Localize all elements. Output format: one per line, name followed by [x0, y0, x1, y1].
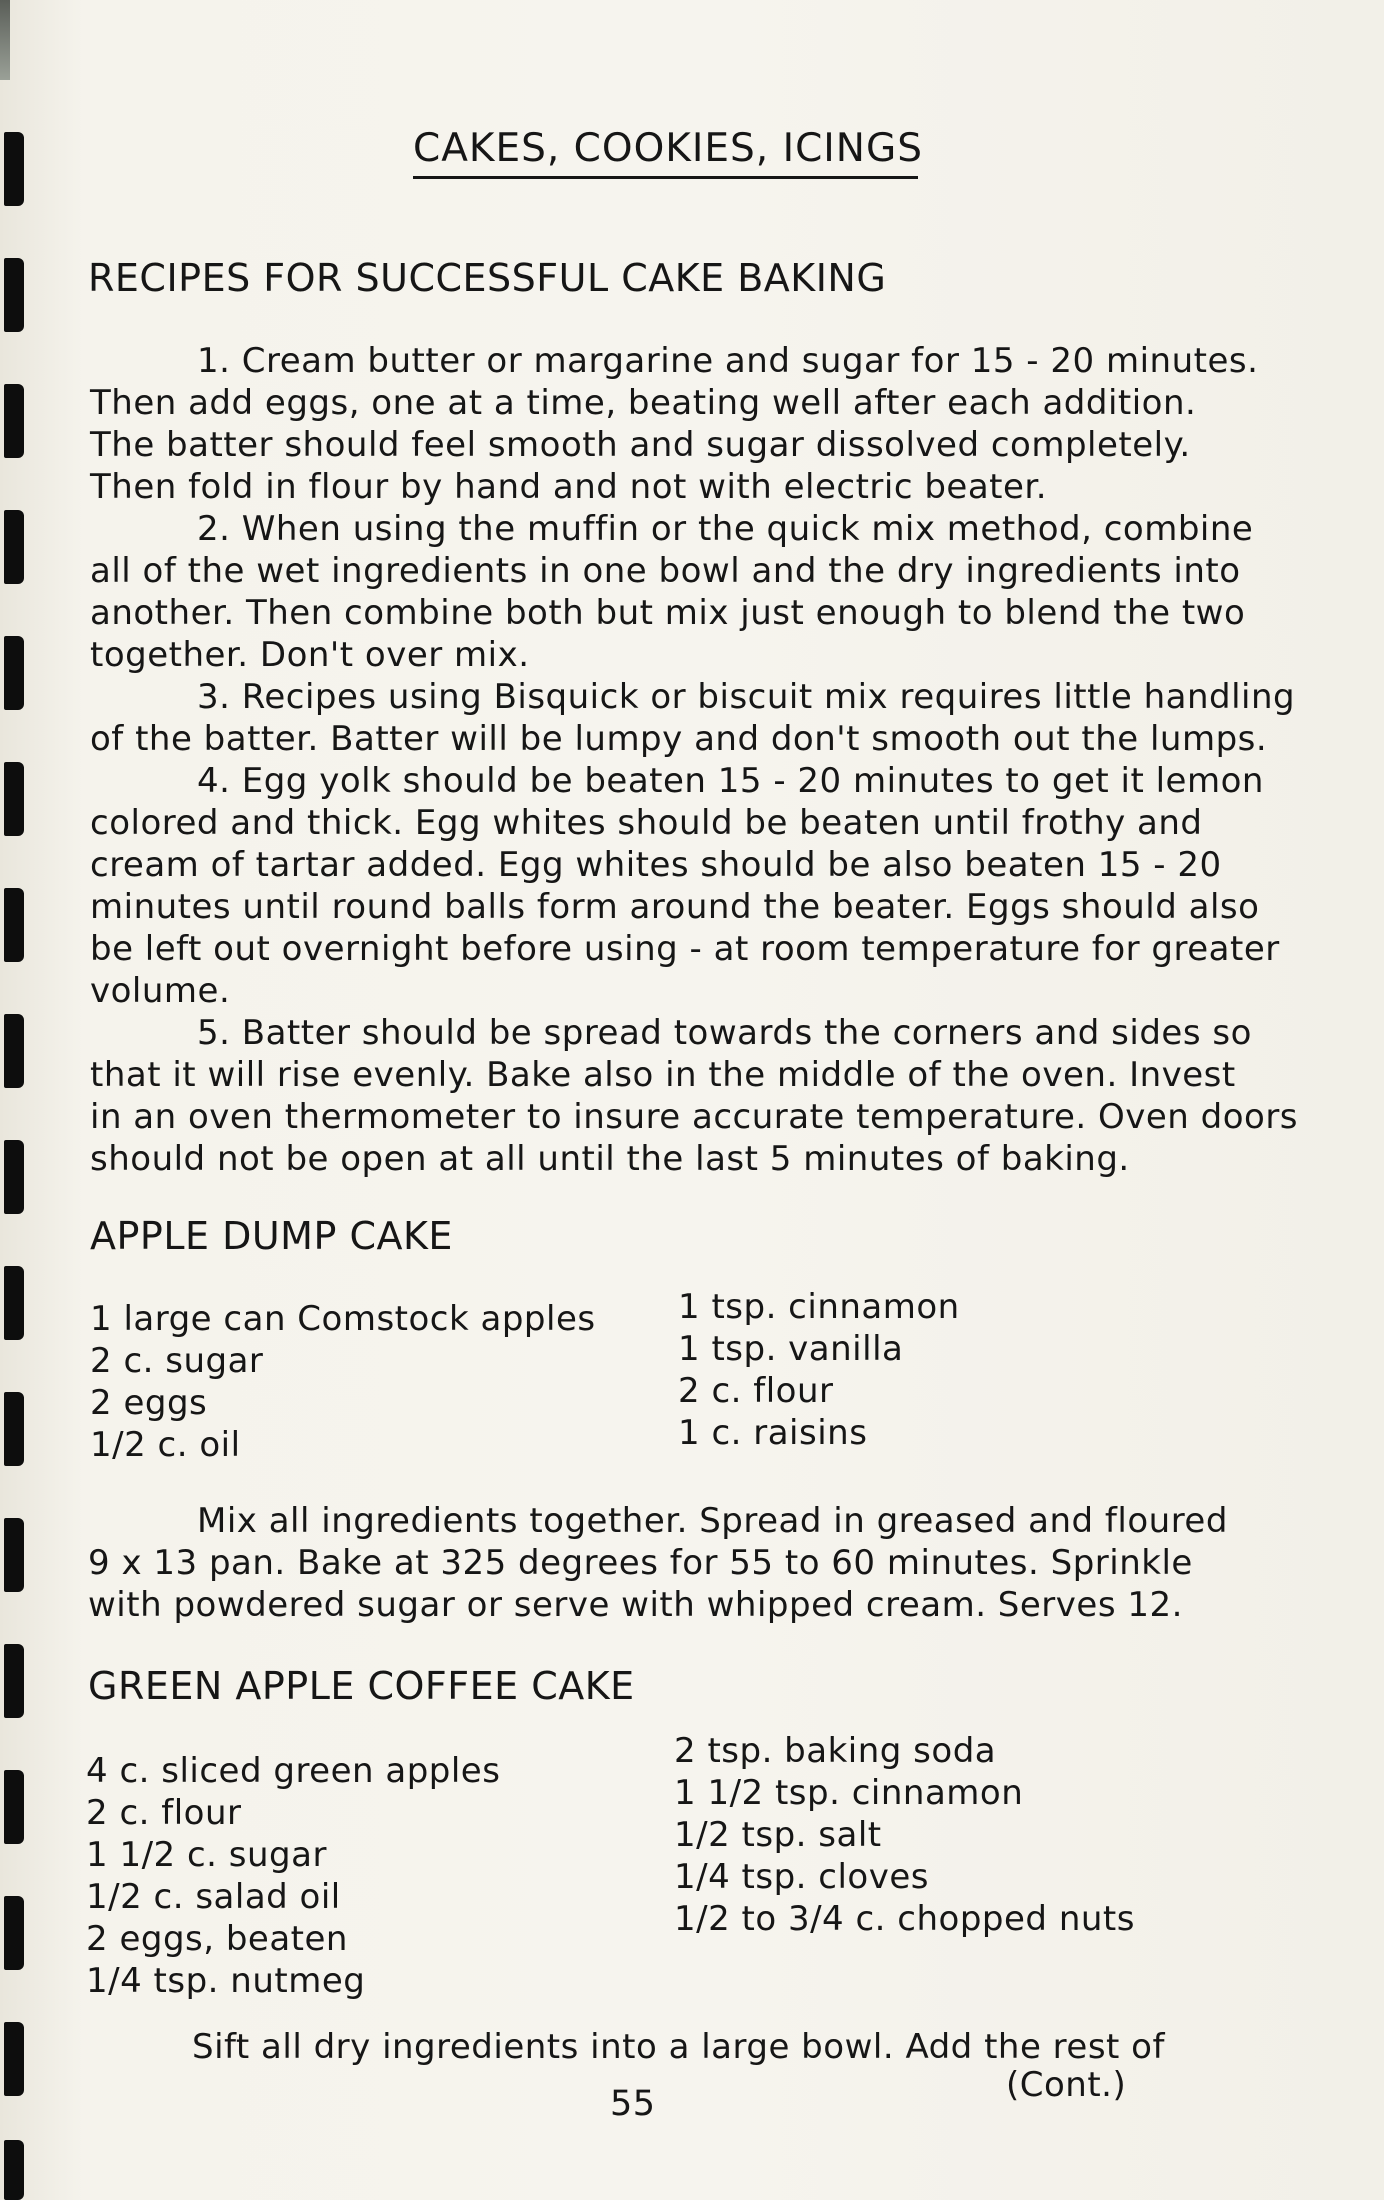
ingredient-item: 2 c. flour	[678, 1371, 834, 1411]
binding-hole	[4, 1644, 24, 1718]
chapter-title: CAKES, COOKIES, ICINGS	[413, 126, 923, 171]
spiral-binding	[0, 0, 30, 2200]
directions-line: Mix all ingredients together. Spread in greased and floured	[197, 1501, 1228, 1541]
ingredient-item: 2 c. flour	[86, 1793, 242, 1833]
continued-note: (Cont.)	[1006, 2065, 1127, 2105]
ingredient-item: 1 1/2 tsp. cinnamon	[674, 1773, 1024, 1813]
binding-hole	[4, 888, 24, 962]
directions-line: Sift all dry ingredients into a large bowl. Add the rest of	[192, 2027, 1165, 2067]
tips-line: 2. When using the muffin or the quick mix method, combine	[197, 509, 1254, 549]
tips-line: another. Then combine both but mix just enough to blend the two	[90, 593, 1246, 633]
ingredient-item: 2 c. sugar	[90, 1341, 264, 1381]
ingredient-item: 1/2 to 3/4 c. chopped nuts	[674, 1899, 1135, 1939]
chapter-title-underline	[413, 176, 918, 179]
binding-hole	[4, 1266, 24, 1340]
tips-line: 1. Cream butter or margarine and sugar for 15 - 20 minutes.	[197, 341, 1259, 381]
ingredient-item: 1/2 c. oil	[90, 1425, 241, 1465]
binding-shadow	[0, 0, 10, 80]
binding-hole	[4, 1896, 24, 1970]
tips-line: The batter should feel smooth and sugar dissolved completely.	[90, 425, 1191, 465]
binding-hole	[4, 1392, 24, 1466]
ingredient-item: 1 large can Comstock apples	[90, 1299, 596, 1339]
tips-line: should not be open at all until the last 5 minutes of baking.	[90, 1139, 1130, 1179]
binding-hole	[4, 636, 24, 710]
ingredient-item: 1/2 c. salad oil	[86, 1877, 341, 1917]
tips-line: 4. Egg yolk should be beaten 15 - 20 minutes to get it lemon	[197, 761, 1264, 801]
binding-hole	[4, 2140, 24, 2200]
recipe-heading-green-apple-coffee-cake: GREEN APPLE COFFEE CAKE	[88, 1664, 635, 1708]
ingredient-item: 1 tsp. vanilla	[678, 1329, 904, 1369]
tips-line: that it will rise evenly. Bake also in the middle of the oven. Invest	[90, 1055, 1236, 1095]
directions-line: 9 x 13 pan. Bake at 325 degrees for 55 to 60 minutes. Sprinkle	[88, 1543, 1193, 1583]
binding-hole	[4, 1770, 24, 1844]
ingredient-item: 1 c. raisins	[678, 1413, 868, 1453]
binding-hole	[4, 1014, 24, 1088]
ingredient-item: 1 tsp. cinnamon	[678, 1287, 960, 1327]
ingredient-item: 1/2 tsp. salt	[674, 1815, 882, 1855]
tips-line: volume.	[90, 971, 231, 1011]
tips-line: together. Don't over mix.	[90, 635, 530, 675]
tips-line: 3. Recipes using Bisquick or biscuit mix requires little handling	[197, 677, 1296, 717]
tips-line: minutes until round balls form around the beater. Eggs should also	[90, 887, 1260, 927]
ingredient-item: 2 eggs	[90, 1383, 208, 1423]
tips-line: 5. Batter should be spread towards the corners and sides so	[197, 1013, 1252, 1053]
section-heading-cake-tips: RECIPES FOR SUCCESSFUL CAKE BAKING	[88, 256, 887, 300]
tips-line: be left out overnight before using - at room temperature for greater	[90, 929, 1280, 969]
recipe-heading-apple-dump-cake: APPLE DUMP CAKE	[90, 1214, 453, 1258]
binding-hole	[4, 1140, 24, 1214]
binding-hole	[4, 258, 24, 332]
page-number: 55	[610, 2084, 656, 2124]
tips-line: of the batter. Batter will be lumpy and don't smooth out the lumps.	[90, 719, 1268, 759]
ingredient-item: 4 c. sliced green apples	[86, 1751, 501, 1791]
ingredient-item: 1 1/2 c. sugar	[86, 1835, 327, 1875]
ingredient-item: 1/4 tsp. cloves	[674, 1857, 929, 1897]
binding-hole	[4, 1518, 24, 1592]
tips-line: in an oven thermometer to insure accurate temperature. Oven doors	[90, 1097, 1299, 1137]
directions-line: with powdered sugar or serve with whipped cream. Serves 12.	[88, 1585, 1183, 1625]
tips-line: Then fold in flour by hand and not with electric beater.	[90, 467, 1048, 507]
binding-hole	[4, 384, 24, 458]
binding-hole	[4, 2022, 24, 2096]
binding-hole	[4, 762, 24, 836]
tips-line: cream of tartar added. Egg whites should be also beaten 15 - 20	[90, 845, 1222, 885]
tips-line: all of the wet ingredients in one bowl and the dry ingredients into	[90, 551, 1241, 591]
tips-line: Then add eggs, one at a time, beating well after each addition.	[90, 383, 1197, 423]
ingredient-item: 2 eggs, beaten	[86, 1919, 348, 1959]
tips-line: colored and thick. Egg whites should be beaten until frothy and	[90, 803, 1203, 843]
ingredient-item: 2 tsp. baking soda	[674, 1731, 997, 1771]
binding-hole	[4, 510, 24, 584]
binding-hole	[4, 132, 24, 206]
ingredient-item: 1/4 tsp. nutmeg	[86, 1961, 366, 2001]
